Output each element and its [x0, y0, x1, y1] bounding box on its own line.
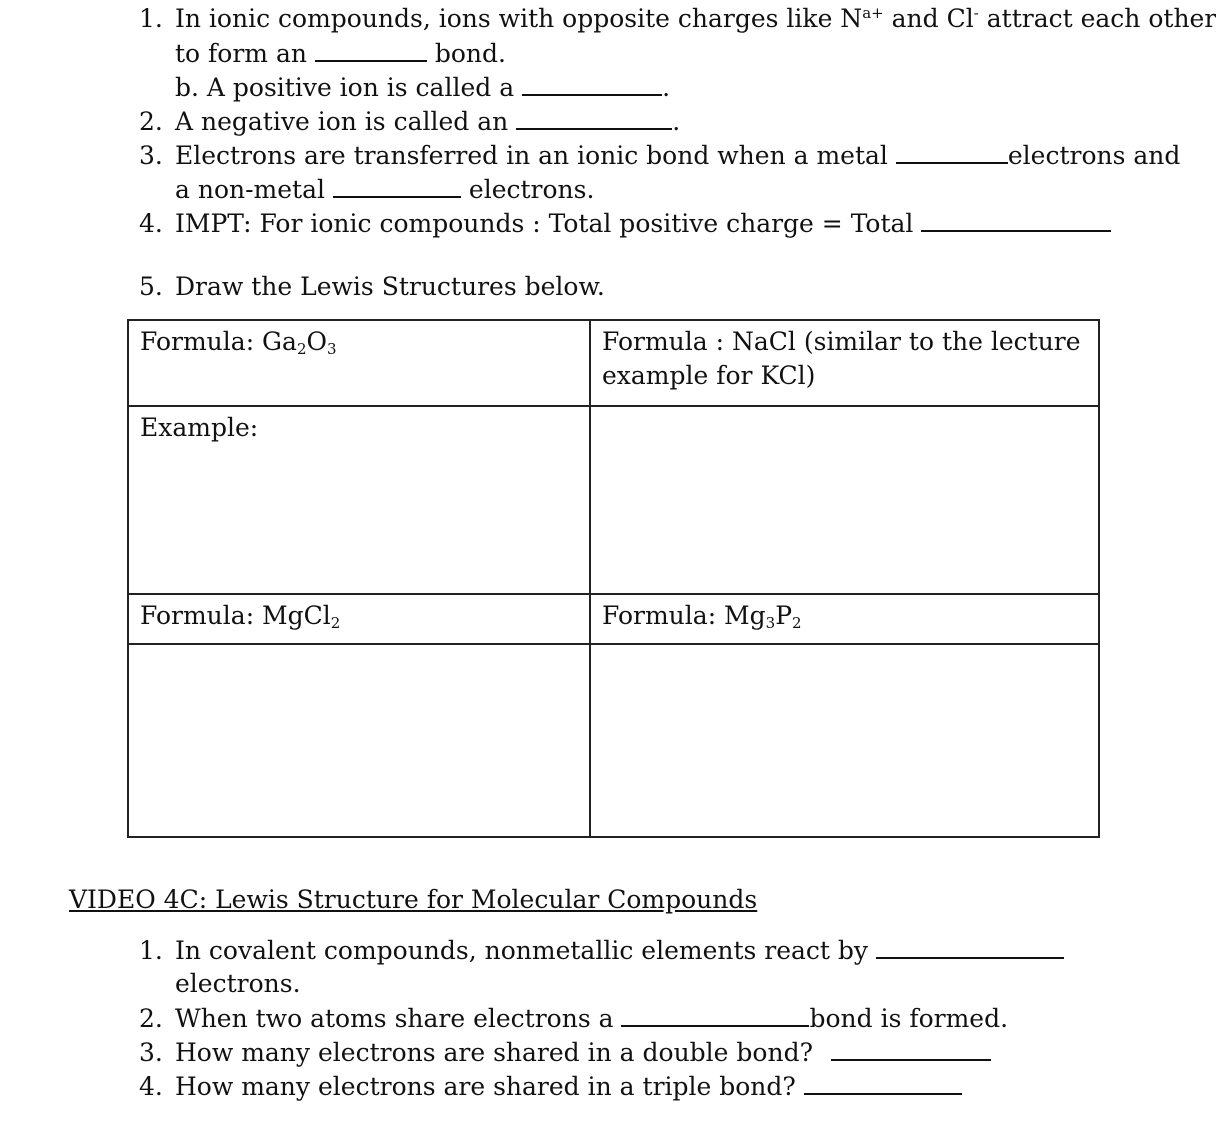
question-text: How many electrons are shared in a double bond? [175, 1038, 813, 1067]
answer-blank[interactable] [804, 1071, 962, 1095]
question-3-line1 [139, 140, 1180, 171]
answer-blank[interactable] [876, 935, 1064, 959]
answer-blank[interactable] [315, 38, 427, 62]
section-heading: VIDEO 4C: Lewis Structure for Molecular Compounds [69, 885, 758, 914]
question-text: electrons. [175, 969, 301, 998]
answer-blank[interactable] [621, 1003, 809, 1027]
drawing-cell-mg3p2[interactable] [590, 644, 1099, 837]
question-3-line2 [175, 174, 594, 205]
question-text: When two atoms share electrons a [175, 1004, 614, 1033]
question-number: 1. [139, 936, 163, 965]
question-text: attract each other [978, 4, 1216, 33]
covalent-question-1-line2 [175, 969, 301, 999]
covalent-question-1-line1 [139, 935, 1064, 966]
question-number: 3. [139, 141, 163, 170]
example-label: Example: [140, 413, 259, 442]
subscript: 2 [792, 614, 802, 632]
answer-blank[interactable] [831, 1037, 991, 1061]
answer-blank[interactable] [516, 106, 672, 130]
answer-blank[interactable] [921, 208, 1111, 232]
question-2 [139, 106, 680, 137]
question-text: Electrons are transferred in an ionic bond when a metal [175, 141, 888, 170]
question-text: to form an [175, 39, 307, 68]
answer-blank[interactable] [522, 72, 662, 96]
formula-text: Formula : NaCl (similar to the lecture [602, 327, 1081, 356]
question-4 [139, 208, 1111, 239]
question-1-line1 [139, 4, 1216, 34]
punctuation: . [672, 107, 681, 136]
question-text: In ionic compounds, ions with opposite charges like N [175, 4, 863, 33]
question-text: bond is formed. [809, 1004, 1009, 1033]
formula-text: O [306, 327, 327, 356]
formula-text: Formula: Ga [140, 327, 297, 356]
question-text: b. A positive ion is called a [175, 73, 515, 102]
subscript: 2 [296, 340, 307, 358]
lewis-structure-table [127, 319, 1100, 838]
question-text: a non-metal [175, 175, 325, 204]
question-text: and Cl [883, 4, 974, 33]
subscript: 2 [330, 614, 341, 632]
formula-cell-mgcl2 [128, 594, 590, 644]
question-text: electrons and [1007, 141, 1181, 170]
superscript-charge: - [973, 4, 979, 22]
covalent-question-2 [139, 1003, 1008, 1034]
question-number: 5. [139, 272, 163, 301]
formula-text: Formula: Mg [602, 601, 766, 630]
superscript-charge: a+ [862, 4, 884, 22]
formula-text: Formula: MgCl [140, 601, 331, 630]
question-text: bond. [434, 39, 506, 68]
answer-blank[interactable] [333, 174, 461, 198]
subscript: 3 [765, 614, 776, 632]
covalent-question-3 [139, 1037, 991, 1068]
question-number: 1. [139, 4, 163, 33]
covalent-question-4 [139, 1071, 962, 1102]
subscript: 3 [326, 340, 337, 358]
question-text: How many electrons are shared in a triple bond? [175, 1072, 796, 1101]
formula-cell-mg3p2 [590, 594, 1099, 644]
question-5 [139, 272, 605, 302]
question-number: 4. [139, 1072, 163, 1101]
formula-cell-ga2o3 [128, 320, 590, 406]
formula-text: example for KCl) [602, 361, 816, 390]
question-1-line2 [175, 38, 506, 69]
question-number: 4. [139, 209, 163, 238]
punctuation: . [662, 73, 671, 102]
answer-blank[interactable] [896, 140, 1008, 164]
question-number: 3. [139, 1038, 163, 1067]
question-text: In covalent compounds, nonmetallic elements react by [175, 936, 869, 965]
question-text: electrons. [468, 175, 595, 204]
question-text: IMPT: For ionic compounds : Total positive charge = Total [175, 209, 914, 238]
question-1b [175, 72, 670, 103]
question-text: Draw the Lewis Structures below. [175, 272, 605, 301]
drawing-cell-example[interactable] [128, 406, 590, 594]
formula-text: P [775, 601, 793, 630]
drawing-cell-mgcl2[interactable] [128, 644, 590, 837]
drawing-cell-nacl[interactable] [590, 406, 1099, 594]
question-number: 2. [139, 107, 163, 136]
formula-cell-nacl [590, 320, 1099, 406]
question-text: A negative ion is called an [175, 107, 509, 136]
question-number: 2. [139, 1004, 163, 1033]
